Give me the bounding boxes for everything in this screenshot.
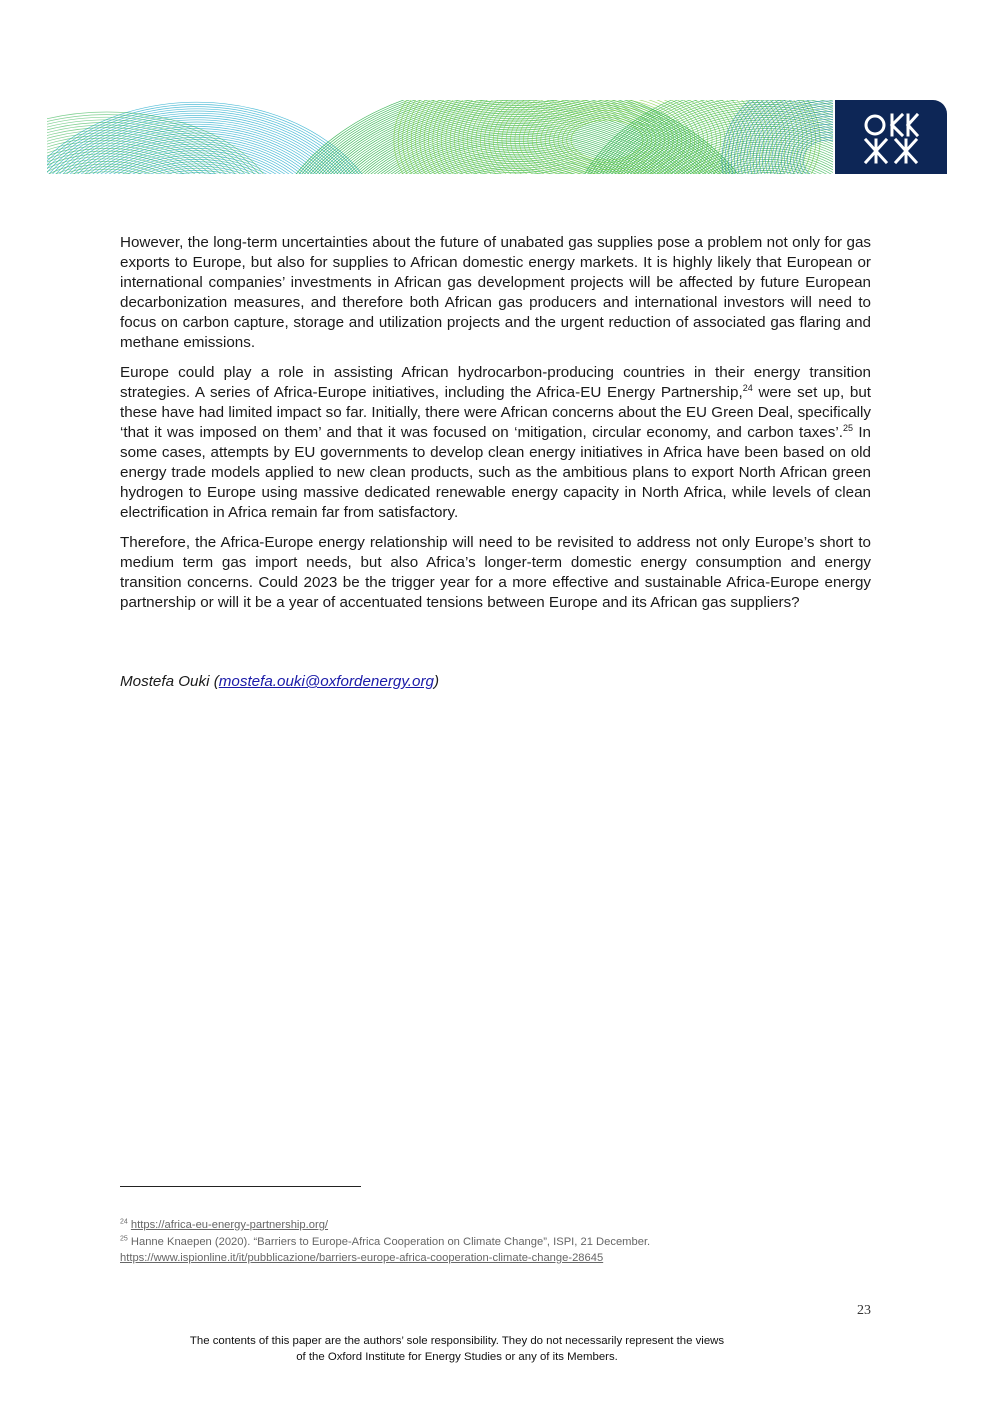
footnote-24-link[interactable]: https://africa-eu-energy-partnership.org/ [130, 1219, 329, 1231]
paragraph-1: However, the long-term uncertainties about the future of unabated gas supplies pose a problem not only for gas exports to Europe, but also for supplies to African domestic energy markets. It is highly likely that European or international companies’ investments in African gas development projects will be affected by future European decarbonization measures, and therefore both African gas producers and international investors will need to focus on carbon capture, storage and utilization projects and the urgent reduction of associated gas flaring and methane emissions. [120, 234, 871, 351]
author-email-link[interactable]: mostefa.ouki@oxfordenergy.org [218, 673, 434, 690]
paragraph-3: Therefore, the Africa-Europe energy relationship will need to be revisited to address not only Europe’s short to medium term gas import needs, but also Africa’s longer-term domestic energy consumption and energy transition concerns. Could 2023 be the trigger year for a more effective and sustainable Africa-Europe energy partnership or will it be a year of accentuated tensions between Europe and its African gas suppliers? [120, 534, 871, 611]
author-close-paren: ) [433, 673, 440, 690]
footnote-number: 24 [120, 1218, 128, 1226]
disclaimer [120, 1333, 794, 1365]
footnote-ref-25[interactable]: 25 [842, 422, 853, 433]
disclaimer-line-1: The contents of this paper are the authors’ sole responsibility. They do not necessarily represent the views [189, 1335, 725, 1347]
author-name: Mostefa Ouki ( [120, 673, 219, 690]
footnote-24 [120, 1217, 880, 1234]
footnote-divider [120, 1186, 361, 1187]
header-banner [47, 100, 833, 174]
decorative-wave-pattern-icon [47, 100, 833, 174]
body-text [120, 233, 871, 623]
footnotes [120, 1217, 880, 1267]
paragraph-2-part-3: In some cases, attempts by EU governments to develop clean energy initiatives in Africa have been based on old energy trade models applied to new clean products, such as the ambitious plans to export North African green hydrogen to Europe using massive dedicated renewable energy capacity in North Africa, while levels of clean electrification in Africa remain far from satisfactory. [120, 424, 871, 521]
page-number: 23 [857, 1303, 871, 1318]
footnote-ref-24[interactable]: 24 [742, 382, 753, 393]
disclaimer-line-2: of the Oxford Institute for Energy Studies or any of its Members. [296, 1351, 618, 1363]
paragraph-2-part-2: were set up, but these have had limited impact so far. Initially, there were African concerns about the EU Green Deal, specifically ‘that it was imposed on them’ and that it was focused on ‘mitigation, circular economy, and carbon taxes’. [120, 384, 871, 441]
banner-wave-line [437, 100, 777, 174]
author-signature [120, 672, 439, 692]
footnote-25-text: Hanne Knaepen (2020). “Barriers to Europe-Africa Cooperation on Climate Change”, ISPI, 21 December. [130, 1235, 651, 1248]
footnote-25-link[interactable]: https://www.ispionline.it/it/pubblicazione/barriers-europe-africa-cooperation-climate-change-28645 [120, 1252, 604, 1264]
paragraph-2-part-1: Europe could play a role in assisting African hydrocarbon-producing countries in their energy transition strategies. A series of Africa-Europe initiatives, including the Africa-EU Energy Partnership, [120, 364, 871, 401]
paragraph-2 [120, 363, 871, 523]
oies-logo [835, 100, 947, 174]
banner-wave-line [94, 170, 301, 174]
footnote-25-link-line [120, 1250, 880, 1267]
footnote-number: 25 [120, 1234, 128, 1242]
oies-logo-icon [835, 100, 947, 174]
footnote-25 [120, 1234, 880, 1251]
